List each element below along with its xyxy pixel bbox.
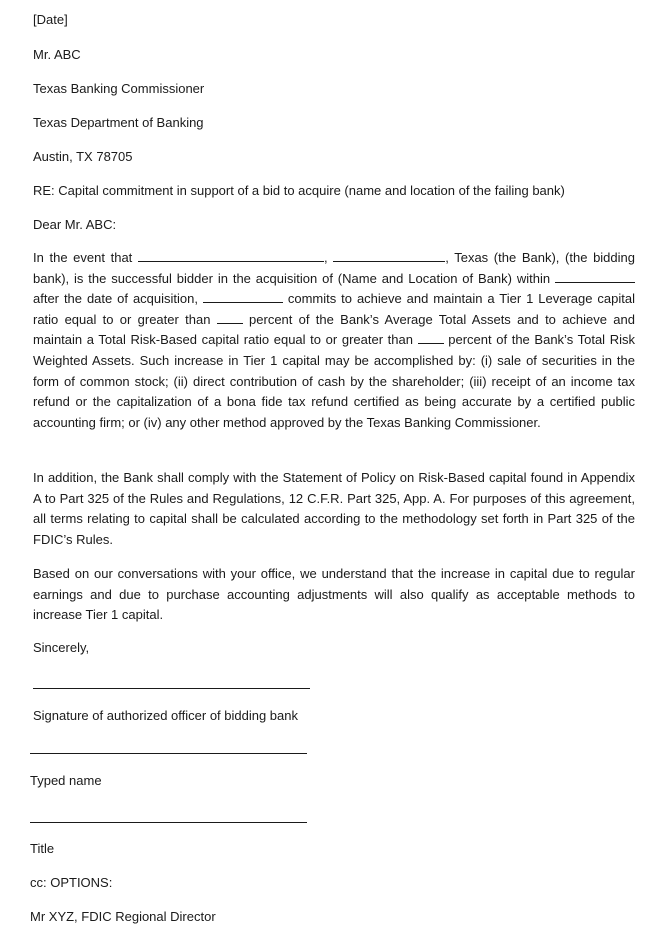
recipient-address: Austin, TX 78705 [33,149,133,164]
closing: Sincerely, [33,640,90,655]
signature-label: Signature of authorized officer of bidding bank [33,708,298,723]
recipient-organization: Texas Department of Banking [33,115,204,130]
p1-text-5: commits to achieve and maintain a Tier 1 Leverage capital ratio equal to or greater than [33,291,635,327]
p1-text-6: percent of the Bank’s Average Total Assets and to achieve and maintain a Total Risk-Based capital ratio equal to or greater than [33,311,635,348]
p1-text-7: percent of the Bank’s Total Risk Weighted Assets. Such increase in Tier 1 capital may be accomplished by: (i) sale of securities in the form of common stock; (ii) direct contribution of cash by the shareholder; (iii) receipt of an income tax refund or the capitalization of a bona fide tax refund certified as being accurate by a certified public accounting firm; or (iv) any other method approved by the Texas Banking Commissioner. [33,332,635,430]
typed-name-label: Typed name [30,773,102,788]
bidder-name-blank[interactable] [203,291,283,303]
date-line: [Date] [33,12,68,27]
commitment-paragraph [33,248,635,433]
timeframe-blank[interactable] [555,271,635,283]
leverage-percent-blank[interactable] [217,312,243,324]
signature-line[interactable] [33,688,310,689]
p1-text-2: , [323,250,328,265]
bank-city-blank[interactable] [333,250,445,262]
recipient-title: Texas Banking Commissioner [33,81,205,96]
p1-text-3: , Texas (the Bank), (the bidding bank), is the successful bidder in the acquisition of (Name and Location of Bank) within [33,250,635,286]
p1-text-1: In the event that [33,250,133,265]
title-label: Title [30,841,55,856]
conversation-paragraph: Based on our conversations with your office, we understand that the increase in capital due to regular earnings and due to purchase accounting adjustments will also qualify as acceptable methods to increase Tier 1 capital. [33,566,635,623]
cc-recipient: Mr XYZ, FDIC Regional Director [30,909,216,924]
policy-paragraph: In addition, the Bank shall comply with the Statement of Policy on Risk-Based capital found in Appendix A to Part 325 of the Rules and Regulations, 12 C.F.R. Part 325, App. A. For purposes of this agreement, all terms relating to capital shall be calculated according to the methodology set forth in Part 325 of the FDIC’s Rules. [33,470,635,547]
risk-based-percent-blank[interactable] [418,332,444,344]
salutation: Dear Mr. ABC: [33,217,117,232]
title-line[interactable] [30,822,307,823]
p1-text-4: after the date of acquisition, [33,291,198,307]
subject-line: RE: Capital commitment in support of a bid to acquire (name and location of the failing bank) [33,183,565,198]
cc-label: cc: OPTIONS: [30,875,113,890]
typed-name-line[interactable] [30,753,307,754]
bank-name-blank[interactable] [138,250,324,262]
recipient-name: Mr. ABC [33,47,81,62]
